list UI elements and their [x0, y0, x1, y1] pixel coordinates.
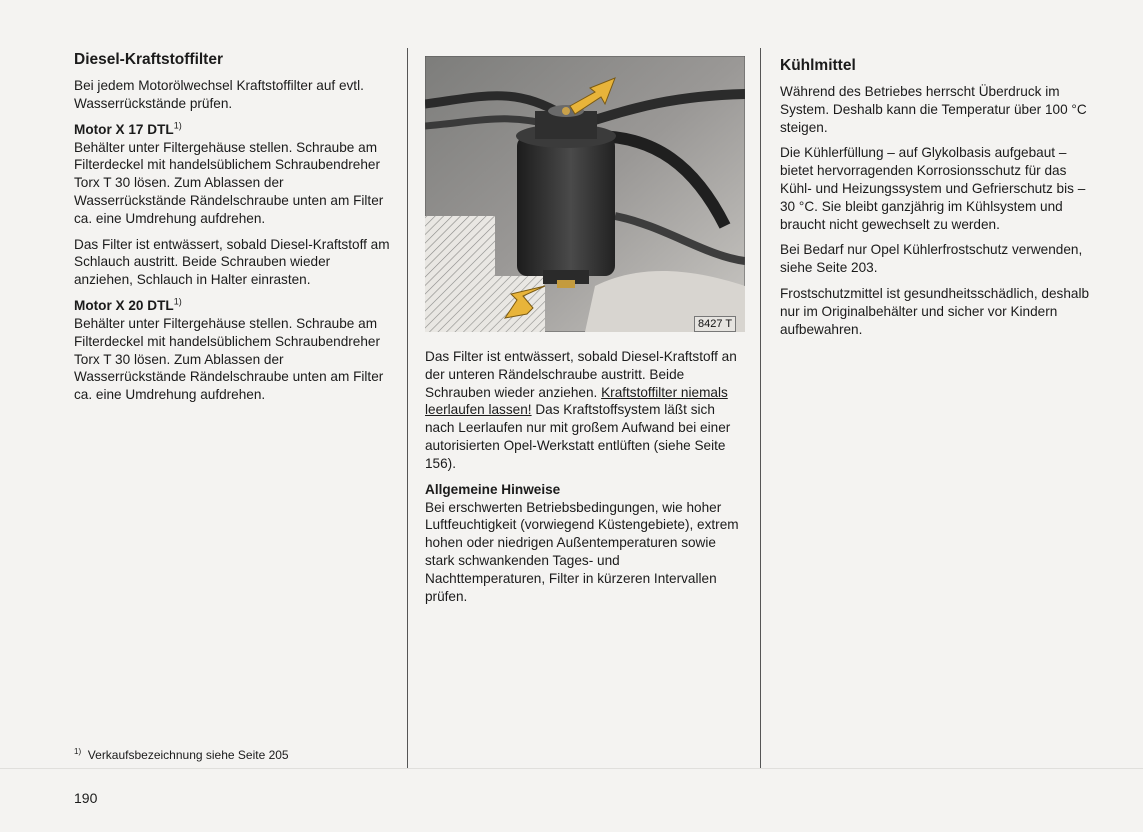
motor-x20-heading	[74, 297, 390, 315]
left-column	[74, 51, 390, 412]
coolant-warning-paragraph: Frostschutzmittel ist gesundheitsschädlich, deshalb nur im Originalbehälter und sicher vor Kindern aufbewahren.	[780, 285, 1090, 337]
motor-x17-drain-note: Das Filter ist entwässert, sobald Diesel-Kraftstoff am Schlauch austritt. Beide Schrauben wieder anziehen, Schlauch in Halter einrasten.	[74, 236, 390, 288]
motor-x17-instructions: Behälter unter Filtergehäuse stellen. Schraube am Filterdeckel mit handelsüblichem Schraubendreher Torx T 30 lösen. Zum Ablassen der Wasserrückstände Rändelschraube unten am Filter ca. eine Umdrehung aufdrehen.	[74, 139, 384, 226]
drain-text-a: Das Filter ist entwässert, sobald Diesel-Kraftstoff an der unteren Rändelschraube austritt. Beide Schrauben wieder anziehen.	[425, 349, 737, 400]
coolant-pressure-paragraph: Während des Betriebes herrscht Überdruck im System. Deshalb kann die Temperatur über 100 °C steigen.	[780, 84, 1087, 135]
section-title-diesel-filter: Diesel-Kraftstoffilter	[74, 51, 223, 68]
intro-paragraph: Bei jedem Motorölwechsel Kraftstoffilter auf evtl. Wasserrückstände prüfen.	[74, 78, 364, 111]
footnote-ref: 1)	[173, 296, 182, 307]
footnote-text: Verkaufsbezeichnung siehe Seite 205	[87, 748, 289, 762]
column-divider	[407, 48, 408, 768]
section-title-coolant: Kühlmittel	[780, 57, 856, 74]
footnote	[74, 747, 289, 762]
motor-x20-instructions: Behälter unter Filtergehäuse stellen. Schraube am Filterdeckel mit handelsüblichem Schraubendreher Torx T 30 lösen. Zum Ablassen der Wasserrückstände Rändelschraube unten am Filter ca. eine Umdrehung aufdrehen.	[74, 315, 384, 403]
bottom-rule	[0, 768, 1143, 769]
motor-x20-heading-text: Motor X 20 DTL	[74, 297, 174, 313]
drain-paragraph	[425, 348, 743, 473]
coolant-fill-paragraph: Die Kühlerfüllung – auf Glykolbasis aufgebaut – bietet hervorragenden Korrosionsschutz für das Kühl- und Heizungssystem und Gefrierschutz bis –30 °C. Sie bleibt ganzjährig im Kühlsystem und braucht nicht gewechselt zu werden.	[780, 145, 1086, 232]
general-notes-text: Bei erschwerten Betriebsbedingungen, wie hoher Luftfeuchtigkeit (vorwiegend Küstengebiete), extrem hohen oder niedrigen Außentemperaturen sowie stark schwankenden Tages- und Nachttemperaturen, Filter in kürzeren Intervallen prüfen.	[425, 499, 739, 604]
warning-underlined: Kraftstoffilter niemals leerlaufen lassen!	[425, 384, 728, 418]
fuel-filter-photo	[425, 56, 745, 332]
middle-column	[425, 348, 743, 613]
footnote-mark: 1)	[74, 747, 82, 756]
column-divider	[760, 48, 761, 768]
general-notes-heading: Allgemeine Hinweise	[425, 481, 561, 497]
coolant-antifreeze-paragraph: Bei Bedarf nur Opel Kühlerfrostschutz verwenden, siehe Seite 203.	[780, 242, 1083, 276]
drain-text-b: Das Kraftstoffsystem läßt sich nach Leerlaufen nur mit großem Aufwand bei einer autorisierten Opel-Werkstatt entlüften (siehe Seite 156).	[425, 402, 731, 471]
footnote-ref: 1)	[173, 120, 182, 131]
page-number: 190	[74, 790, 98, 806]
motor-x17-heading	[74, 121, 390, 139]
figure-number: 8427 T	[694, 316, 736, 332]
motor-x17-heading-text: Motor X 17 DTL	[74, 121, 174, 137]
right-column	[780, 57, 1098, 346]
